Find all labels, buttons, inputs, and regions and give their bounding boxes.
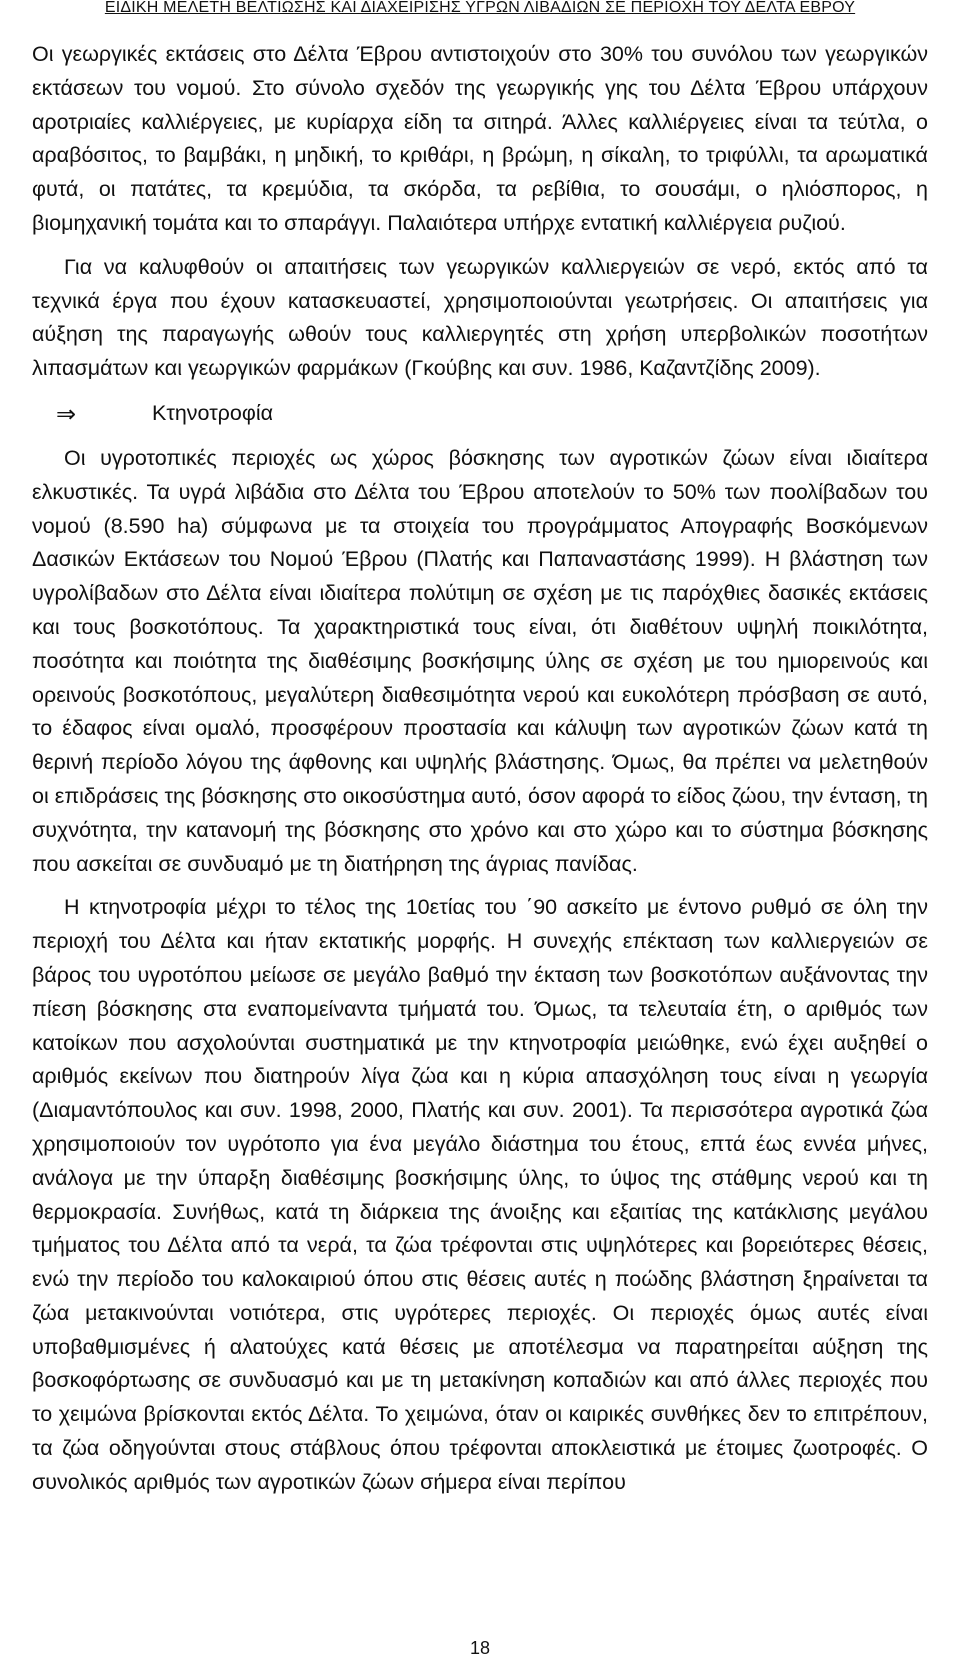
paragraph-livestock-history: Η κτηνοτροφία μέχρι το τέλος της 10ετίας του ΄90 ασκείτο με έντονο ρυθμό σε όλη την περιοχή του Δέλτα και ήταν εκτατικής μορφής. Η συνεχής επέκταση των καλλιεργειών σε βάρος του υγροτόπου μείωσε σε μεγάλο βαθμό την έκταση των βοσκοτόπων αυξάνοντας την πίεση βόσκησης στα εναπομείναντα τμήματά του. Όμως, τα τελευταία έτη, ο αριθμός των κατοίκων που ασχολούνται συστηματικά με την κτηνοτροφία μειώθηκε, ενώ έχει αυξηθεί ο αριθμός εκείνων που διατηρούν λίγα ζώα και η κύρια απασχόληση τους είναι η γεωργία (Διαμαντόπουλος και συν. 1998, 2000, Πλατής και συν. 2001). Τα περισσότερα αγροτικά ζώα χρησιμοποιούν τον υγρότοπο για ένα μεγάλο διάστημα του έτους, επτά έως εννέα μήνες, ανάλογα με την ύπαρξη διαθέσιμης βοσκήσιμης ύλης, το ύψος της στάθμης νερού και τη θερμοκρασία. Συνήθως, κατά τη διάρκεια της άνοιξης και εξαιτίας της κατάκλισης μεγάλου τμήματος του Δέλτα από τα νερά, τα ζώα τρέφονται στις υψηλότερες και βορειότερες θέσεις, ενώ την περίοδο του καλοκαιριού όπου στις θέσεις αυτές η ποώδης βλάστηση ξηραίνεται τα ζώα μετακινούνται νοτιότερα, στις υγρότερες περιοχές. Οι περιοχές όμως αυτές είναι υποβαθμισμένες ή αλατούχες κατά θέσεις με αποτέλεσμα να παρατηρείται αύξηση της βοσκοφόρτωσης σε συνδυασμό και με τη μετακίνηση κοπαδιών και από άλλες περιοχές που το χειμώνα βρίσκονται εκτός Δέλτα. Το χειμώνα, όταν οι καιρικές συνθήκες δεν το επιτρέπουν, τα ζώα οδηγούνται στους στάβλους όπου τρέφονται αποκλειστικά με έτοιμες ζωοτροφές. Ο συνολικός αριθμός των αγροτικών ζώων σήμερα είναι περίπου	[32, 895, 928, 1494]
paragraph-irrigation: Για να καλυφθούν οι απαιτήσεις των γεωργικών καλλιεργειών σε νερό, εκτός από τα τεχνικά έργα που έχουν κατασκευαστεί, χρησιμοποιούνται γεωτρήσεις. Οι απαιτήσεις για αύξηση της παραγωγής ωθούν τους καλλιεργητές στη χρήση υπερβολικών ποσοτήτων λιπασμάτων και γεωργικών φαρμάκων (Γκούβης και συν. 1986, Καζαντζίδης 2009).	[32, 254, 928, 381]
section-heading-livestock	[32, 390, 928, 438]
double-arrow-icon: ⇒	[56, 399, 77, 428]
document-body	[32, 38, 928, 1500]
paragraph-agriculture: Οι γεωργικές εκτάσεις στο Δέλτα Έβρου αντιστοιχούν στο 30% του συνόλου των γεωργικών εκτάσεων του νομού. Στο σύνολο σχεδόν της γεωργικής γης του Δέλτα Έβρου υπάρχουν αροτριαίες καλλιέργειες, με κυρίαρχα είδη τα σιτηρά. Άλλες καλλιέργειες είναι τα τεύτλα, ο αραβόσιτος, το βαμβάκι, η μηδική, το κριθάρι, η βρώμη, η σίκαλη, το τριφύλλι, τα αρωματικά φυτά, οι πατάτες, τα κρεμύδια, τα σκόρδα, τα ρεβίθια, το σουσάμι, ο ηλιόσπορος, η βιομηχανική τομάτα και το σπαράγγι. Παλαιότερα υπήρχε εντατική καλλιέργεια ρυζιού.	[32, 42, 928, 235]
running-header: ΕΙΔΙΚΗ ΜΕΛΕΤΗ ΒΕΛΤΙΩΣΗΣ ΚΑΙ ΔΙΑΧΕΙΡΙΣΗΣ ΥΓΡΩΝ ΛΙΒΑΔΙΩΝ ΣΕ ΠΕΡΙΟΧΗ ΤΟΥ ΔΕΛΤΑ ΕΒΡΟΥ	[104, 0, 856, 16]
section-title: Κτηνοτροφία	[152, 401, 274, 426]
page-number: 18	[469, 1638, 491, 1658]
paragraph-wet-meadows: Οι υγροτοπικές περιοχές ως χώρος βόσκησης των αγροτικών ζώων είναι ιδιαίτερα ελκυστικές. Τα υγρά λιβάδια στο Δέλτα του Έβρου αποτελούν το 50% των ποολίβαδων του νομού (8.590 ha) σύμφωνα με τα στοιχεία του προγράμματος Απογραφής Βοσκόμενων Δασικών Εκτάσεων του Νομού Έβρου (Πλατής και Παπαναστάσης 1999). Η βλάστηση των υγρολίβαδων στο Δέλτα είναι ιδιαίτερα πολύτιμη σε σχέση με τις παρόχθιες δασικές εκτάσεις και τους βοσκοτόπους. Τα χαρακτηριστικά τους είναι, ότι διαθέτουν υψηλή ποικιλότητα, ποσότητα και ποιότητα της διαθέσιμης βοσκήσιμης ύλης σε σχέση με του ημιορεινούς και ορεινούς βοσκοτόπους, μεγαλύτερη διαθεσιμότητα νερού και ευκολότερη πρόσβαση σε αυτό, το έδαφος είναι ομαλό, προσφέρουν προστασία και κάλυψη των αγροτικών ζώων κατά τη θερινή περίοδο λόγου της άφθονης και υψηλής βλάστησης. Όμως, θα πρέπει να μελετηθούν οι επιδράσεις της βόσκησης στο οικοσύστημα αυτό, όσον αφορά το είδος ζώου, την ένταση, τη συχνότητα, την κατανομή της βόσκησης στο χρόνο και στο χώρο και το σύστημα βόσκησης που ασκείται σε συνδυαμό με τη διατήρηση της άγριας πανίδας.	[32, 445, 928, 876]
